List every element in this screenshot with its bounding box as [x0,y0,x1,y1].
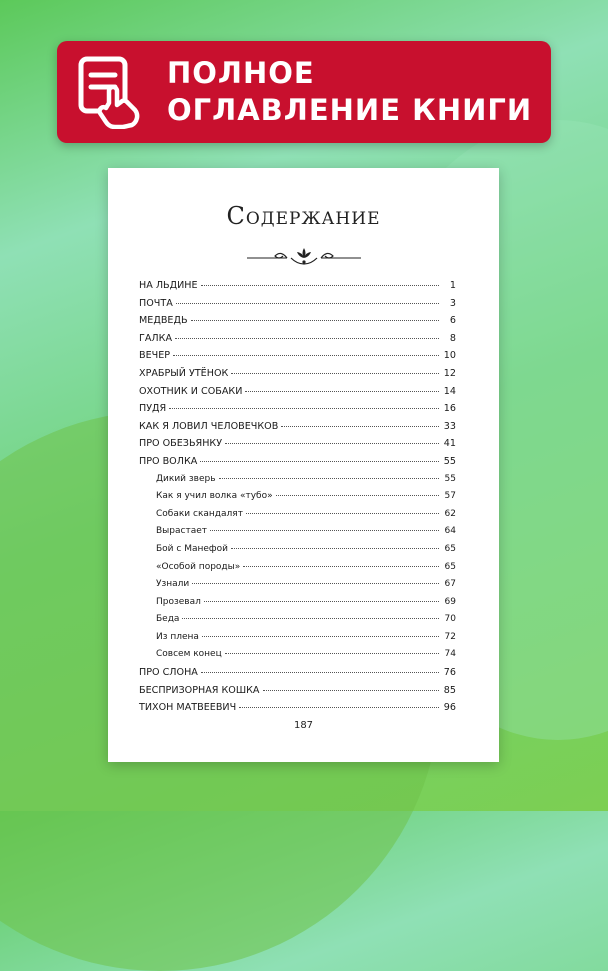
toc-leader-dots [204,601,439,602]
table-of-contents [139,280,456,720]
toc-subentry [139,597,456,615]
toc-entry-title: Беда [156,614,180,625]
toc-subentry [139,649,456,667]
toc-entry-page: 96 [443,702,456,714]
toc-entry-page: 74 [444,649,456,660]
toc-leader-dots [276,495,439,496]
toc-entry-title: Вырастает [156,526,207,537]
toc-entry-page: 57 [444,491,456,502]
toc-entry [139,702,456,720]
toc-leader-dots [231,373,439,374]
toc-leader-dots [210,530,439,531]
toc-entry [139,667,456,685]
toc-entry-title: НА ЛЬДИНЕ [139,280,198,291]
toc-leader-dots [225,443,439,444]
toc-subentry [139,614,456,632]
toc-entry-title: ПУДЯ [139,403,167,415]
toc-entry-page: 14 [443,385,456,397]
toc-entry [139,456,456,474]
toc-subentry [139,579,456,597]
toc-entry-title: Из плена [156,631,199,642]
toc-entry-title: МЕДВЕДЬ [139,315,188,327]
toc-entry-title: ХРАБРЫЙ УТЁНОК [139,367,229,379]
toc-leader-dots [225,653,439,654]
toc-entry [139,315,456,333]
toc-leader-dots [201,285,439,286]
toc-entry-page: 12 [443,367,456,379]
toc-leader-dots [182,618,439,619]
toc-entry [139,280,456,298]
toc-entry-title: ОХОТНИК И СОБАКИ [139,385,243,397]
toc-entry [139,685,456,703]
toc-subentry [139,544,456,562]
toc-subentry [139,562,456,580]
toc-entry-page: 55 [443,455,456,467]
toc-entry-title: Совсем конец [156,649,222,660]
toc-entry-page: 1 [449,280,456,291]
toc-entry-page: 65 [444,561,456,572]
toc-entry-page: 62 [444,508,456,519]
toc-entry-page: 55 [444,473,456,484]
toc-leader-dots [231,548,439,549]
toc-entry-page: 67 [444,579,456,590]
toc-subentry [139,509,456,527]
toc-leader-dots [173,355,439,356]
toc-entry-page: 70 [444,614,456,625]
toc-subentry [139,491,456,509]
toc-entry-page: 6 [449,315,456,327]
toc-entry-page: 76 [443,667,456,679]
banner-title-line1: ПОЛНОЕ [167,56,315,90]
toc-entry-title: ПРО ВОЛКА [139,455,198,467]
toc-entry-title: ВЕЧЕР [139,350,171,362]
toc-entry-page: 3 [449,297,456,309]
toc-entry-title: ГАЛКА [139,332,173,344]
banner-title-line2: ОГЛАВЛЕНИЕ КНИГИ [167,93,533,127]
toc-entry-title: БЕСПРИЗОРНАЯ КОШКА [139,684,260,696]
toc-leader-dots [246,513,439,514]
toc-entry-title: Как я учил волка «тубо» [156,491,273,502]
toc-subentry [139,632,456,650]
toc-entry-page: 10 [443,350,456,362]
toc-entry-page: 72 [444,631,456,642]
toc-entry-title: Собаки скандалят [156,508,243,519]
toc-subentry [139,526,456,544]
toc-leader-dots [175,338,439,339]
toc-entry-title: ПРО СЛОНА [139,667,198,679]
toc-leader-dots [176,303,439,304]
toc-leader-dots [239,707,439,708]
toc-entry-title: КАК Я ЛОВИЛ ЧЕЛОВЕЧКОВ [139,420,279,432]
toc-entry-page: 64 [444,526,456,537]
book-page [108,168,499,762]
toc-entry-title: Бой с Манефой [156,543,228,554]
toc-leader-dots [192,583,439,584]
toc-leader-dots [281,426,439,427]
toc-leader-dots [202,636,439,637]
toc-subentry [139,474,456,492]
toc-entry-title: Дикий зверь [156,473,216,484]
toc-entry-title: ПОЧТА [139,297,173,309]
toc-entry-page: 69 [444,596,456,607]
toc-entry [139,368,456,386]
toc-entry-page: 41 [443,438,456,450]
banner-title [167,55,532,129]
toc-entry [139,333,456,351]
ornament-divider [245,244,363,268]
toc-entry [139,386,456,404]
document-hand-icon [75,55,147,129]
page-number: 187 [293,720,314,731]
toc-leader-dots [200,461,439,462]
toc-leader-dots [219,478,439,479]
toc-entry-title: «Особой породы» [156,561,241,572]
toc-entry-title: Узнали [156,579,190,590]
toc-entry-page: 65 [444,543,456,554]
toc-entry [139,438,456,456]
toc-entry [139,421,456,439]
toc-entry [139,298,456,316]
toc-leader-dots [201,672,439,673]
toc-entry [139,403,456,421]
toc-leader-dots [245,391,439,392]
toc-entry-page: 16 [443,403,456,415]
toc-entry-page: 33 [443,420,456,432]
toc-leader-dots [243,566,439,567]
toc-leader-dots [191,320,439,321]
toc-leader-dots [263,690,440,691]
toc-entry-title: Прозевал [156,596,201,607]
toc-entry-page: 85 [443,684,456,696]
page-heading: Содержание [226,202,381,230]
toc-entry-title: ПРО ОБЕЗЬЯНКУ [139,438,223,450]
toc-leader-dots [169,408,439,409]
toc-entry [139,350,456,368]
toc-entry-title: ТИХОН МАТВЕЕВИЧ [139,702,237,714]
header-banner [57,41,551,143]
toc-entry-page: 8 [449,332,456,344]
